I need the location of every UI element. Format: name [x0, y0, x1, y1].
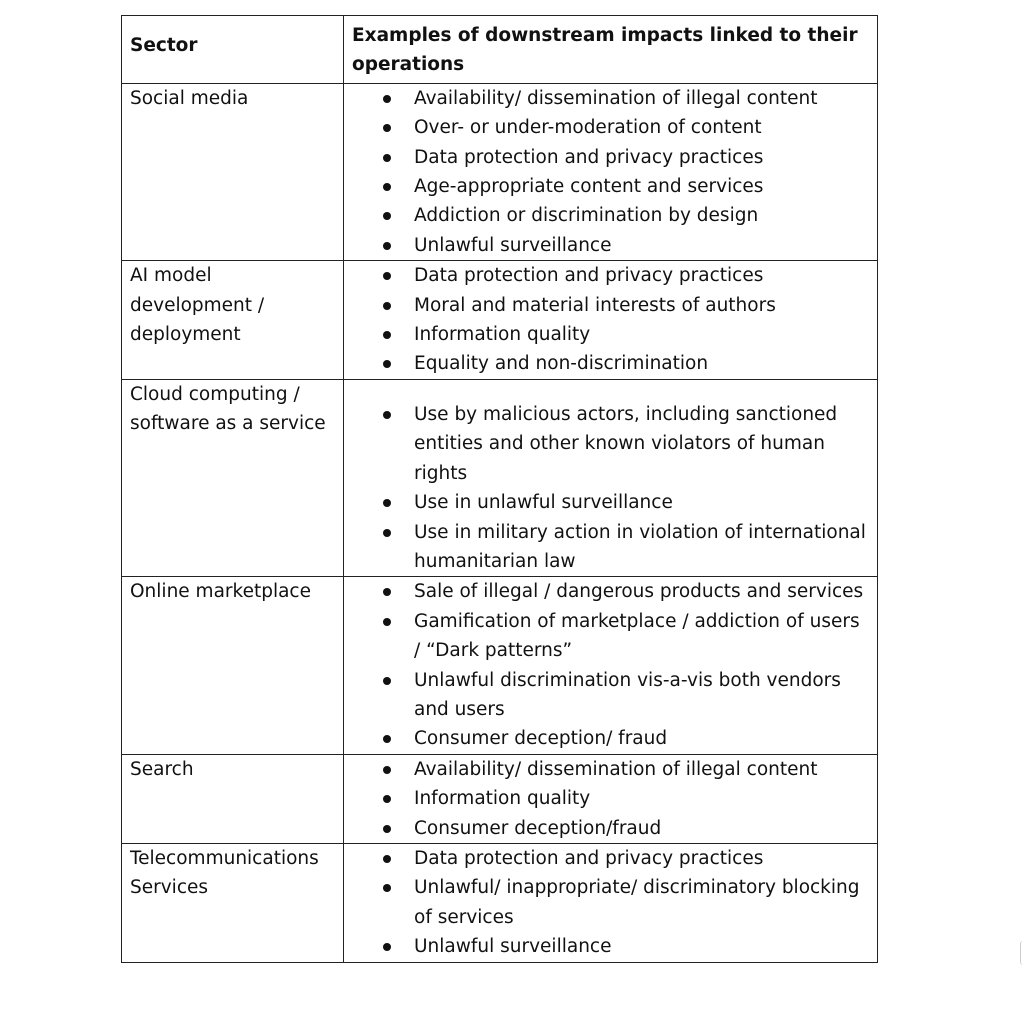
page-edge-mark	[1020, 941, 1024, 965]
sector-cell	[122, 754, 344, 843]
list-item: Consumer deception/fraud	[414, 814, 869, 843]
list-item: Equality and non-discrimination	[414, 349, 869, 378]
table-row	[122, 379, 878, 576]
list-item: Over- or under-moderation of content	[414, 113, 869, 142]
sector-cell	[122, 379, 344, 576]
list-item: Unlawful/ inappropriate/ discriminatory blocking of services	[414, 873, 869, 932]
impacts-cell	[344, 754, 878, 843]
list-item: Availability/ dissemination of illegal content	[414, 755, 869, 784]
impact-list	[352, 577, 869, 753]
sector-cell	[122, 261, 344, 380]
sector-cell	[122, 577, 344, 754]
impacts-cell	[344, 577, 878, 754]
sector-label: Telecommunications Services	[130, 847, 319, 899]
list-item: Data protection and privacy practices	[414, 261, 869, 290]
table-row	[122, 843, 878, 962]
list-item: Use by malicious actors, including sanctioned entities and other known violators of human rights	[414, 400, 869, 488]
list-item: Age-appropriate content and services	[414, 172, 869, 201]
list-item: Information quality	[414, 320, 869, 349]
table-header-row	[122, 16, 878, 84]
sector-label: Search	[130, 758, 194, 780]
list-item: Sale of illegal / dangerous products and services	[414, 577, 869, 606]
sector-label: AI model development / deployment	[130, 265, 265, 346]
table-row	[122, 577, 878, 754]
sector-label: Social media	[130, 87, 249, 109]
sector-cell	[122, 843, 344, 962]
sector-label: Online marketplace	[130, 581, 311, 603]
impacts-cell	[344, 261, 878, 380]
list-item: Information quality	[414, 784, 869, 813]
table-row	[122, 754, 878, 843]
list-item: Unlawful surveillance	[414, 231, 869, 260]
impacts-cell	[344, 83, 878, 260]
list-item: Gamification of marketplace / addiction of users / “Dark patterns”	[414, 607, 869, 666]
list-item: Availability/ dissemination of illegal content	[414, 84, 869, 113]
impact-list	[352, 84, 869, 260]
impacts-table	[121, 15, 878, 963]
list-item: Consumer deception/ fraud	[414, 724, 869, 753]
list-item: Unlawful surveillance	[414, 932, 869, 961]
impact-list	[352, 400, 869, 576]
list-item: Data protection and privacy practices	[414, 143, 869, 172]
list-item: Moral and material interests of authors	[414, 291, 869, 320]
impact-list	[352, 261, 869, 379]
header-sector: Sector	[122, 16, 344, 84]
list-item: Use in unlawful surveillance	[414, 488, 869, 517]
sector-label: Cloud computing / software as a service	[130, 383, 326, 435]
list-item: Addiction or discrimination by design	[414, 201, 869, 230]
list-item: Data protection and privacy practices	[414, 844, 869, 873]
list-item: Unlawful discrimination vis-a-vis both vendors and users	[414, 666, 869, 725]
impact-list	[352, 755, 869, 843]
header-examples: Examples of downstream impacts linked to their operations	[344, 16, 878, 84]
impacts-cell	[344, 379, 878, 576]
sector-cell	[122, 83, 344, 260]
impacts-cell	[344, 843, 878, 962]
table-row	[122, 83, 878, 260]
list-item: Use in military action in violation of international humanitarian law	[414, 518, 869, 577]
impact-list	[352, 844, 869, 962]
table-row	[122, 261, 878, 380]
